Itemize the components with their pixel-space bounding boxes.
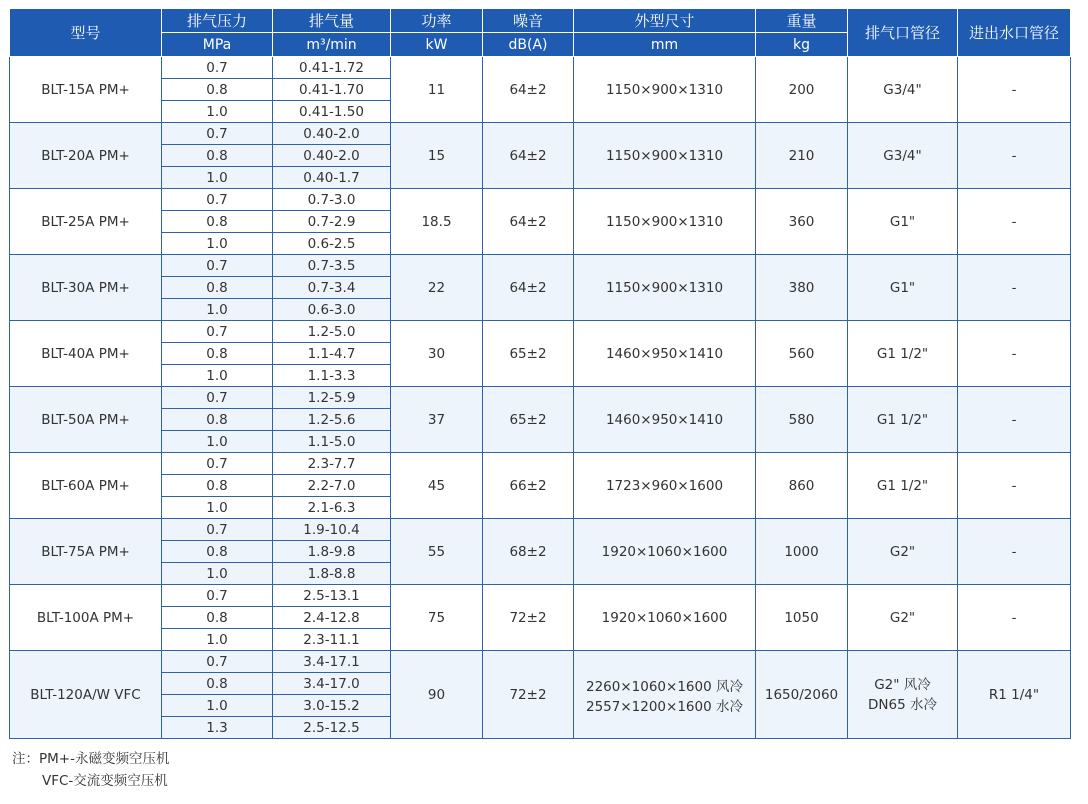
model-cell: BLT-20A PM+: [10, 123, 162, 189]
power-cell: 37: [391, 387, 483, 453]
flow-cell: 1.2-5.9: [273, 387, 391, 409]
dims-line: 1920×1060×1600: [601, 609, 728, 626]
flow-cell: 0.40-2.0: [273, 145, 391, 167]
header-weight-unit: kg: [756, 33, 848, 57]
dims-line: 1150×900×1310: [605, 213, 724, 230]
table-row: [10, 57, 1071, 79]
outlet-cell: [848, 585, 958, 651]
flow-cell: 2.5-13.1: [273, 585, 391, 607]
model-cell: BLT-100A PM+: [10, 585, 162, 651]
dims-cell: [574, 453, 756, 519]
flow-cell: 2.1-6.3: [273, 497, 391, 519]
header-flow: 排气量: [273, 9, 391, 33]
power-cell: 30: [391, 321, 483, 387]
flow-cell: 3.0-15.2: [273, 695, 391, 717]
header-power-unit: kW: [391, 33, 483, 57]
noise-cell: 64±2: [483, 255, 574, 321]
flow-cell: 0.41-1.72: [273, 57, 391, 79]
table-row: [10, 519, 1071, 541]
flow-cell: 1.1-3.3: [273, 365, 391, 387]
water-cell: -: [958, 123, 1071, 189]
weight-cell: 360: [756, 189, 848, 255]
outlet-line: G2" 风冷: [874, 676, 931, 693]
model-group: [10, 651, 1071, 739]
noise-cell: 64±2: [483, 57, 574, 123]
flow-cell: 1.2-5.6: [273, 409, 391, 431]
outlet-line: G1 1/2": [876, 411, 929, 428]
dims-cell: [574, 519, 756, 585]
pressure-cell: 0.7: [162, 585, 273, 607]
pressure-cell: 0.7: [162, 651, 273, 673]
pressure-cell: 0.7: [162, 123, 273, 145]
outlet-line: G3/4": [883, 147, 922, 164]
model-group: [10, 189, 1071, 255]
weight-cell: 580: [756, 387, 848, 453]
water-cell: -: [958, 321, 1071, 387]
model-group: [10, 123, 1071, 189]
pressure-cell: 0.8: [162, 541, 273, 563]
noise-cell: 64±2: [483, 189, 574, 255]
header-dims: 外型尺寸: [574, 9, 756, 33]
flow-cell: 0.6-3.0: [273, 299, 391, 321]
pressure-cell: 1.0: [162, 629, 273, 651]
pressure-cell: 0.7: [162, 387, 273, 409]
flow-cell: 0.7-2.9: [273, 211, 391, 233]
water-cell: -: [958, 519, 1071, 585]
dims-line: 2557×1200×1600 水冷: [586, 698, 743, 715]
model-group: [10, 321, 1071, 387]
dims-cell: [574, 585, 756, 651]
pressure-cell: 1.0: [162, 233, 273, 255]
table-row: [10, 189, 1071, 211]
dims-line: 1460×950×1410: [605, 345, 724, 362]
header-weight: 重量: [756, 9, 848, 33]
pressure-cell: 0.8: [162, 79, 273, 101]
flow-cell: 2.2-7.0: [273, 475, 391, 497]
dims-line: 1460×950×1410: [605, 411, 724, 428]
flow-cell: 0.6-2.5: [273, 233, 391, 255]
outlet-line: G2": [889, 609, 916, 626]
outlet-cell: [848, 519, 958, 585]
dims-cell: [574, 57, 756, 123]
weight-cell: 200: [756, 57, 848, 123]
model-cell: BLT-120A/W VFC: [10, 651, 162, 739]
dims-line: 2260×1060×1600 风冷: [586, 678, 743, 695]
noise-cell: 72±2: [483, 585, 574, 651]
table-row: [10, 585, 1071, 607]
water-cell: R1 1/4": [958, 651, 1071, 739]
header-noise-unit: dB(A): [483, 33, 574, 57]
noise-cell: 66±2: [483, 453, 574, 519]
header-flow-unit: m³/min: [273, 33, 391, 57]
water-cell: -: [958, 585, 1071, 651]
flow-cell: 0.40-2.0: [273, 123, 391, 145]
header-pressure-unit: MPa: [162, 33, 273, 57]
flow-cell: 2.4-12.8: [273, 607, 391, 629]
weight-cell: 1000: [756, 519, 848, 585]
model-group: [10, 387, 1071, 453]
pressure-cell: 1.0: [162, 695, 273, 717]
weight-cell: 380: [756, 255, 848, 321]
noise-cell: 65±2: [483, 387, 574, 453]
pressure-cell: 1.0: [162, 167, 273, 189]
outlet-cell: [848, 255, 958, 321]
dims-cell: [574, 189, 756, 255]
model-cell: BLT-40A PM+: [10, 321, 162, 387]
power-cell: 55: [391, 519, 483, 585]
note-pm: 注：PM+-永磁变频空压机: [12, 751, 170, 767]
header-water: 进出水口管径: [958, 9, 1071, 57]
notes: [12, 748, 169, 792]
water-cell: -: [958, 57, 1071, 123]
model-group: [10, 255, 1071, 321]
power-cell: 90: [391, 651, 483, 739]
dims-cell: [574, 651, 756, 739]
outlet-cell: [848, 651, 958, 739]
dims-cell: [574, 123, 756, 189]
flow-cell: 2.5-12.5: [273, 717, 391, 739]
pressure-cell: 1.0: [162, 497, 273, 519]
header-power: 功率: [391, 9, 483, 33]
header-pressure: 排气压力: [162, 9, 273, 33]
model-cell: BLT-15A PM+: [10, 57, 162, 123]
dims-line: 1150×900×1310: [605, 279, 724, 296]
table-row: [10, 255, 1071, 277]
model-group: [10, 453, 1071, 519]
flow-cell: 3.4-17.1: [273, 651, 391, 673]
flow-cell: 1.8-8.8: [273, 563, 391, 585]
pressure-cell: 1.0: [162, 101, 273, 123]
table-row: [10, 453, 1071, 475]
pressure-cell: 0.8: [162, 409, 273, 431]
dims-line: 1920×1060×1600: [601, 543, 728, 560]
flow-cell: 0.7-3.4: [273, 277, 391, 299]
pressure-cell: 0.7: [162, 453, 273, 475]
flow-cell: 1.8-9.8: [273, 541, 391, 563]
weight-cell: 1050: [756, 585, 848, 651]
pressure-cell: 0.7: [162, 57, 273, 79]
model-group: [10, 585, 1071, 651]
outlet-cell: [848, 189, 958, 255]
flow-cell: 0.7-3.0: [273, 189, 391, 211]
power-cell: 11: [391, 57, 483, 123]
flow-cell: 0.7-3.5: [273, 255, 391, 277]
flow-cell: 1.2-5.0: [273, 321, 391, 343]
flow-cell: 1.9-10.4: [273, 519, 391, 541]
pressure-cell: 0.7: [162, 255, 273, 277]
flow-cell: 3.4-17.0: [273, 673, 391, 695]
table-row: [10, 387, 1071, 409]
dims-cell: [574, 387, 756, 453]
noise-cell: 64±2: [483, 123, 574, 189]
header-model: 型号: [10, 9, 162, 57]
pressure-cell: 0.7: [162, 189, 273, 211]
flow-cell: 1.1-5.0: [273, 431, 391, 453]
outlet-line: G1": [889, 213, 916, 230]
header-outlet: 排气口管径: [848, 9, 958, 57]
outlet-line: G1": [889, 279, 916, 296]
dims-line: 1150×900×1310: [605, 81, 724, 98]
pressure-cell: 1.0: [162, 563, 273, 585]
pressure-cell: 1.0: [162, 365, 273, 387]
flow-cell: 1.1-4.7: [273, 343, 391, 365]
outlet-cell: [848, 387, 958, 453]
pressure-cell: 0.7: [162, 321, 273, 343]
flow-cell: 2.3-7.7: [273, 453, 391, 475]
flow-cell: 0.41-1.50: [273, 101, 391, 123]
pressure-cell: 0.8: [162, 673, 273, 695]
table-row: [10, 321, 1071, 343]
model-group: [10, 57, 1071, 123]
table-row: [10, 651, 1071, 673]
outlet-cell: [848, 453, 958, 519]
model-cell: BLT-25A PM+: [10, 189, 162, 255]
water-cell: -: [958, 255, 1071, 321]
outlet-line: G2": [889, 543, 916, 560]
outlet-cell: [848, 57, 958, 123]
weight-cell: 1650/2060: [756, 651, 848, 739]
outlet-line: DN65 水冷: [868, 696, 937, 713]
outlet-line: G1 1/2": [876, 345, 929, 362]
pressure-cell: 0.8: [162, 211, 273, 233]
model-cell: BLT-60A PM+: [10, 453, 162, 519]
outlet-cell: [848, 123, 958, 189]
dims-line: 1150×900×1310: [605, 147, 724, 164]
water-cell: -: [958, 387, 1071, 453]
noise-cell: 65±2: [483, 321, 574, 387]
dims-cell: [574, 255, 756, 321]
table-header: [10, 9, 1071, 57]
model-group: [10, 519, 1071, 585]
dims-line: 1723×960×1600: [605, 477, 724, 494]
header-dims-unit: mm: [574, 33, 756, 57]
weight-cell: 210: [756, 123, 848, 189]
power-cell: 75: [391, 585, 483, 651]
outlet-line: G3/4": [883, 81, 922, 98]
model-cell: BLT-75A PM+: [10, 519, 162, 585]
power-cell: 15: [391, 123, 483, 189]
power-cell: 22: [391, 255, 483, 321]
note-vfc: VFC-交流变频空压机: [42, 773, 168, 789]
pressure-cell: 0.8: [162, 145, 273, 167]
header-noise: 噪音: [483, 9, 574, 33]
flow-cell: 0.40-1.7: [273, 167, 391, 189]
pressure-cell: 0.8: [162, 277, 273, 299]
pressure-cell: 0.7: [162, 519, 273, 541]
flow-cell: 2.3-11.1: [273, 629, 391, 651]
noise-cell: 72±2: [483, 651, 574, 739]
pressure-cell: 0.8: [162, 607, 273, 629]
weight-cell: 560: [756, 321, 848, 387]
model-cell: BLT-30A PM+: [10, 255, 162, 321]
table-row: [10, 123, 1071, 145]
model-cell: BLT-50A PM+: [10, 387, 162, 453]
pressure-cell: 1.0: [162, 431, 273, 453]
flow-cell: 0.41-1.70: [273, 79, 391, 101]
pressure-cell: 0.8: [162, 343, 273, 365]
pressure-cell: 0.8: [162, 475, 273, 497]
spec-table: [9, 8, 1071, 739]
outlet-line: G1 1/2": [876, 477, 929, 494]
dims-cell: [574, 321, 756, 387]
water-cell: -: [958, 453, 1071, 519]
power-cell: 18.5: [391, 189, 483, 255]
power-cell: 45: [391, 453, 483, 519]
noise-cell: 68±2: [483, 519, 574, 585]
weight-cell: 860: [756, 453, 848, 519]
pressure-cell: 1.0: [162, 299, 273, 321]
pressure-cell: 1.3: [162, 717, 273, 739]
water-cell: -: [958, 189, 1071, 255]
outlet-cell: [848, 321, 958, 387]
